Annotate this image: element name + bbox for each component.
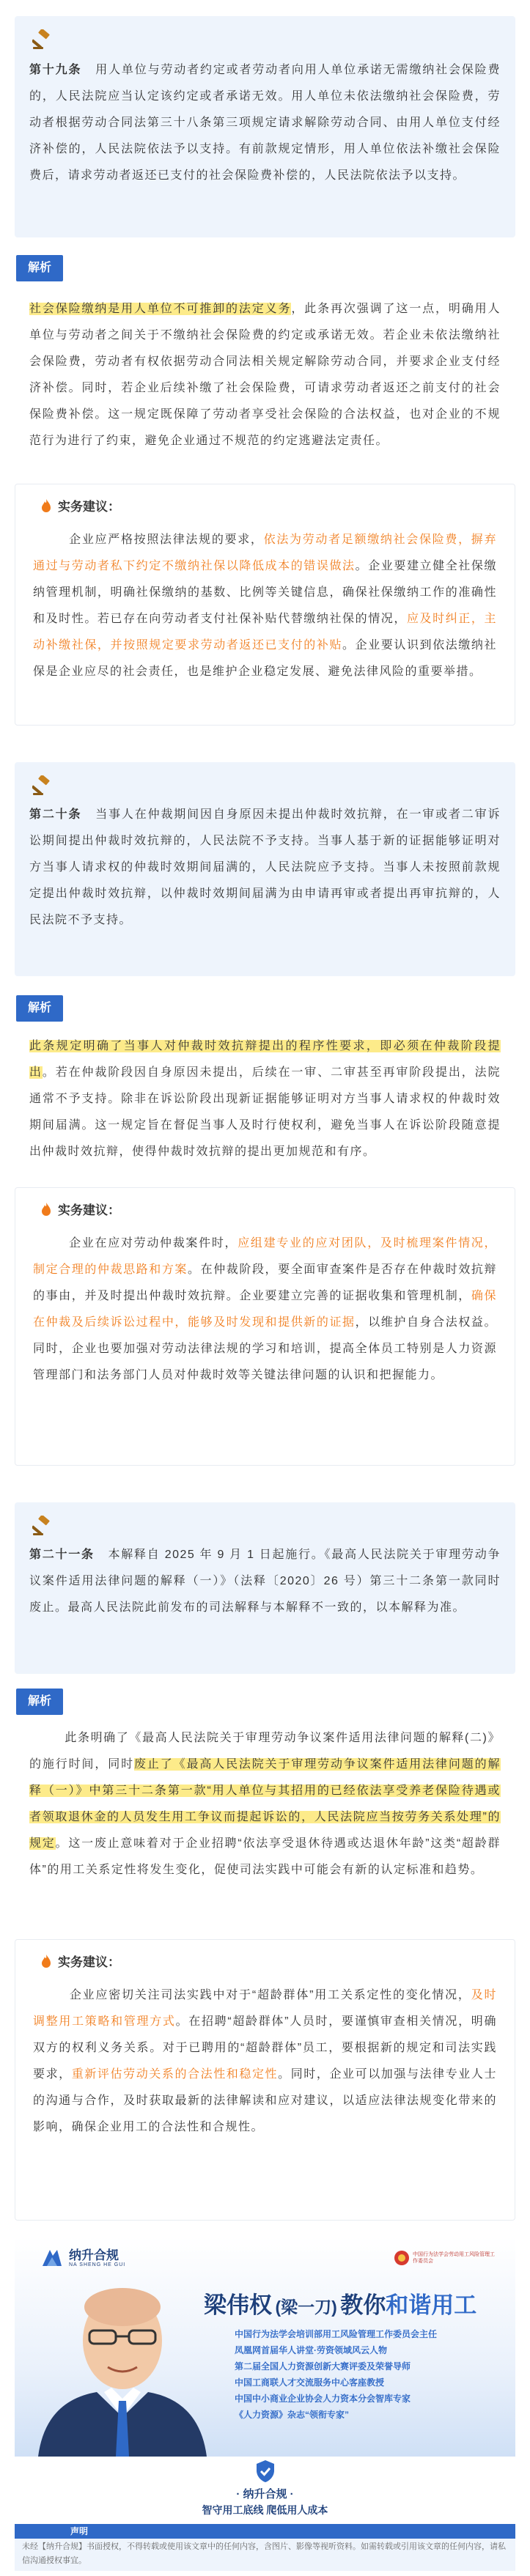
disclaimer-text: 未经【纳升合规】书面授权，不得转载或使用该文章中的任何内容，含图片、影像等视听资料。如需转载或引用该文章的任何内容，请私信沟通授权事宜。 (22, 2542, 506, 2565)
flame-icon (40, 1202, 52, 1217)
brand-name: 纳升合规 (69, 2248, 119, 2262)
suggestion-20-text: 企业在应对劳动仲裁案件时，应组建专业的应对团队，及时梳理案件情况，制定合理的仲裁思路和方案。在仲裁阶段，要全面审查案件是否存在仲裁时效抗辩的事由，并及时提出仲裁时效抗辩。企业要建立完善的证据收集和管理机制，确保在仲裁及后续诉讼过程中，能够及时发现和提供新的证据，以维护自身合法权益。同时，企业也要加强对劳动法律法规的学习和培训，提高全体员工特别是人力资源管理部门和法务部门人员对仲裁时效等关键法律问题的认识和把握能力。 (33, 1237, 497, 1381)
flame-icon (40, 1954, 52, 1968)
disclaimer-header (15, 2524, 515, 2539)
article-21-card (15, 1502, 515, 1674)
speaker-name: 梁伟权 (204, 2292, 272, 2318)
article-21-text: 第二十一条 本解释自 2025 年 9 月 1 日起施行。《最高人民法院关于审理劳动争议案件适用法律问题的解释（一）》（法释〔2020〕26 号）第三十二条第一款同时废止。最高人民法院此前发布的司法解释与本解释不一致的，以本解释为准。 (29, 1549, 501, 1614)
portrait-illustration (31, 2278, 214, 2457)
analysis-tag: 解析 (16, 1689, 63, 1715)
speaker-titles (235, 2326, 506, 2423)
speaker-title-item: 中国行为法学会培训部用工风险管理工作委员会主任 (235, 2329, 438, 2339)
analysis-21-text: 此条明确了《最高人民法院关于审理劳动争议案件适用法律问题的解释(二)》的施行时间，同时废止了《最高人民法院关于审理劳动争议案件适用法律问题的解释（一）》中第三十二条第一款“用人单位与其招用的已经依法享受养老保险待遇或者领取退休金的人员发生用工争议而提起诉讼的，人民法院应当按劳务关系处理”的规定。这一废止意味着对于企业招聘“依法享受退休待遇或达退休年龄”这类“超龄群体”的用工关系定性将发生变化，促使司法实践中可能会有新的认定标准和趋势。 (29, 1732, 501, 1876)
speaker-title-item: 第二届全国人力资源创新大赛评委及荣誉导师 (235, 2361, 411, 2372)
banner-headline: 梁伟权 (梁一刀) 教你和谐用工 (204, 2292, 477, 2318)
brand-logo (40, 2247, 125, 2269)
speaker-title-item: 中国工商联人才交流服务中心客座教授 (235, 2377, 385, 2388)
article-20-label: 第二十条 (29, 808, 82, 821)
speaker-alias: (梁一刀) (275, 2298, 337, 2317)
gavel-icon (32, 1516, 53, 1536)
suggestion-20-card (15, 1187, 515, 1466)
article-20-card (15, 762, 515, 976)
footer-brand-name: · 纳升合规 · (236, 2488, 294, 2501)
analysis-tag: 解析 (16, 255, 63, 281)
footer-slogan: 智守用工底线 爬低用人成本 (202, 2504, 328, 2516)
org-badge (394, 2250, 499, 2266)
analysis-19-text: 社会保险缴纳是用人单位不可推卸的法定义务，此条再次强调了这一点，明确用人单位与劳动者之间关于不缴纳社会保险费的约定或承诺无效。若企业未依法缴纳社会保险费，劳动者有权依据劳动合同法相关规定解除劳动合同，并要求企业支付经济补偿。同时，若企业后续补缴了社会保险费，可请求劳动者返还之前支付的社会保险费补偿。这一规定既保障了劳动者享受社会保险的合法权益，也对企业的不规范行为进行了约束，避免企业通过不规范的约定逃避法定责任。 (29, 303, 501, 447)
article-20-text: 第二十条 当事人在仲裁期间因自身原因未提出仲裁时效抗辩，在一审或者二审诉讼期间提出仲裁时效抗辩的，人民法院不予支持。当事人基于新的证据能够证明对方当事人请求权的仲裁时效期间届满的，人民法院应予支持。当事人未按照前款规定提出仲裁时效抗辩，以仲裁时效期间届满为由申请再审或者提出再审抗辩的，人民法院不予支持。 (29, 808, 501, 926)
article-19-card (15, 16, 515, 237)
flame-icon (40, 498, 52, 513)
shield-check-icon (255, 2459, 276, 2483)
brand-logo-icon (40, 2247, 65, 2269)
suggestion-20-title: 实务建议： (40, 1200, 120, 1218)
suggestion-19-title: 实务建议： (40, 496, 120, 514)
brand-sub: NA SHENG HE GUI (69, 2262, 126, 2267)
disclaimer-box (15, 2524, 515, 2571)
article-19-text: 第十九条 用人单位与劳动者约定或者劳动者向用人单位承诺无需缴纳社会保险费的，人民法院应当认定该约定或者承诺无效。用人单位未依法缴纳社会保险费，劳动者根据劳动合同法第三十八条第三项规定请求解除劳动合同、由用人单位支付经济补偿的，人民法院依法予以支持。有前款规定情形，用人单位依法补缴社会保险费后，请求劳动者返还已支付的社会保险费补偿的，人民法院依法予以支持。 (29, 64, 501, 182)
analysis-20-text: 此条规定明确了当事人对仲裁时效抗辩提出的程序性要求，即必须在仲裁阶段提出。若在仲裁阶段因自身原因未提出，后续在一审、二审甚至再审阶段提出，法院通常不予支持。除非在诉讼阶段出现新证据能够证明对方当事人请求权的仲裁时效期间届满。这一规定旨在督促当事人及时行使权利，避免当事人在诉讼阶段随意提出仲裁时效抗辩，使得仲裁时效抗辩的提出更加规范和有序。 (29, 1040, 501, 1158)
promo-banner (15, 2237, 515, 2457)
analysis-tag: 解析 (16, 995, 63, 1022)
speaker-title-item: 《人力资源》杂志“领衔专家” (235, 2410, 350, 2420)
org-name: 中国行为法学会劳动用工风险管理工作委员会 (413, 2252, 495, 2264)
suggestion-21-text: 企业应密切关注司法实践中对于“超龄群体”用工关系定性的变化情况，及时调整用工策略和管理方式。在招聘“超龄群体”人员时，要谨慎审查相关情况，明确双方的权利义务关系。对于已聘用的“超龄群体”员工，要根据新的规定和司法实践要求，重新评估劳动关系的合法性和稳定性。同时，企业可以加强与法律专业人士的沟通与合作，及时获取最新的法律解读和应对建议，以适应法律法规变化带来的影响，确保企业用工的合法性和合规性。 (33, 1989, 497, 2133)
article-19-label: 第十九条 (29, 64, 82, 76)
disclaimer-title: 声明 (70, 2526, 89, 2536)
suggestion-21-card (15, 1939, 515, 2221)
gavel-icon (32, 775, 53, 796)
speaker-title-item: 凤凰网首届华人讲堂·劳资领域风云人物 (235, 2345, 387, 2355)
footer-brand (0, 2459, 530, 2517)
speaker-title-item: 中国中小商业企业协会人力资本分会智库专家 (235, 2394, 411, 2404)
suggestion-21-title: 实务建议： (40, 1952, 120, 1970)
article-21-label: 第二十一条 (29, 1549, 95, 1561)
gavel-icon (32, 29, 53, 50)
suggestion-19-text: 企业应严格按照法律法规的要求，依法为劳动者足额缴纳社会保险费，摒弃通过与劳动者私下约定不缴纳社保以降低成本的错误做法。企业要建立健全社保缴纳管理机制，明确社保缴纳的基数、比例等关键信息，确保社保缴纳工作的准确性和及时性。若已存在向劳动者支付社保补贴代替缴纳社保的情况，应及时纠正，主动补缴社保，并按照规定要求劳动者返还已支付的补贴。企业要认识到依法缴纳社保是企业应尽的社会责任，也是维护企业稳定发展、避免法律风险的重要举措。 (33, 534, 497, 678)
emblem-icon (394, 2250, 410, 2266)
suggestion-19-card (15, 484, 515, 726)
